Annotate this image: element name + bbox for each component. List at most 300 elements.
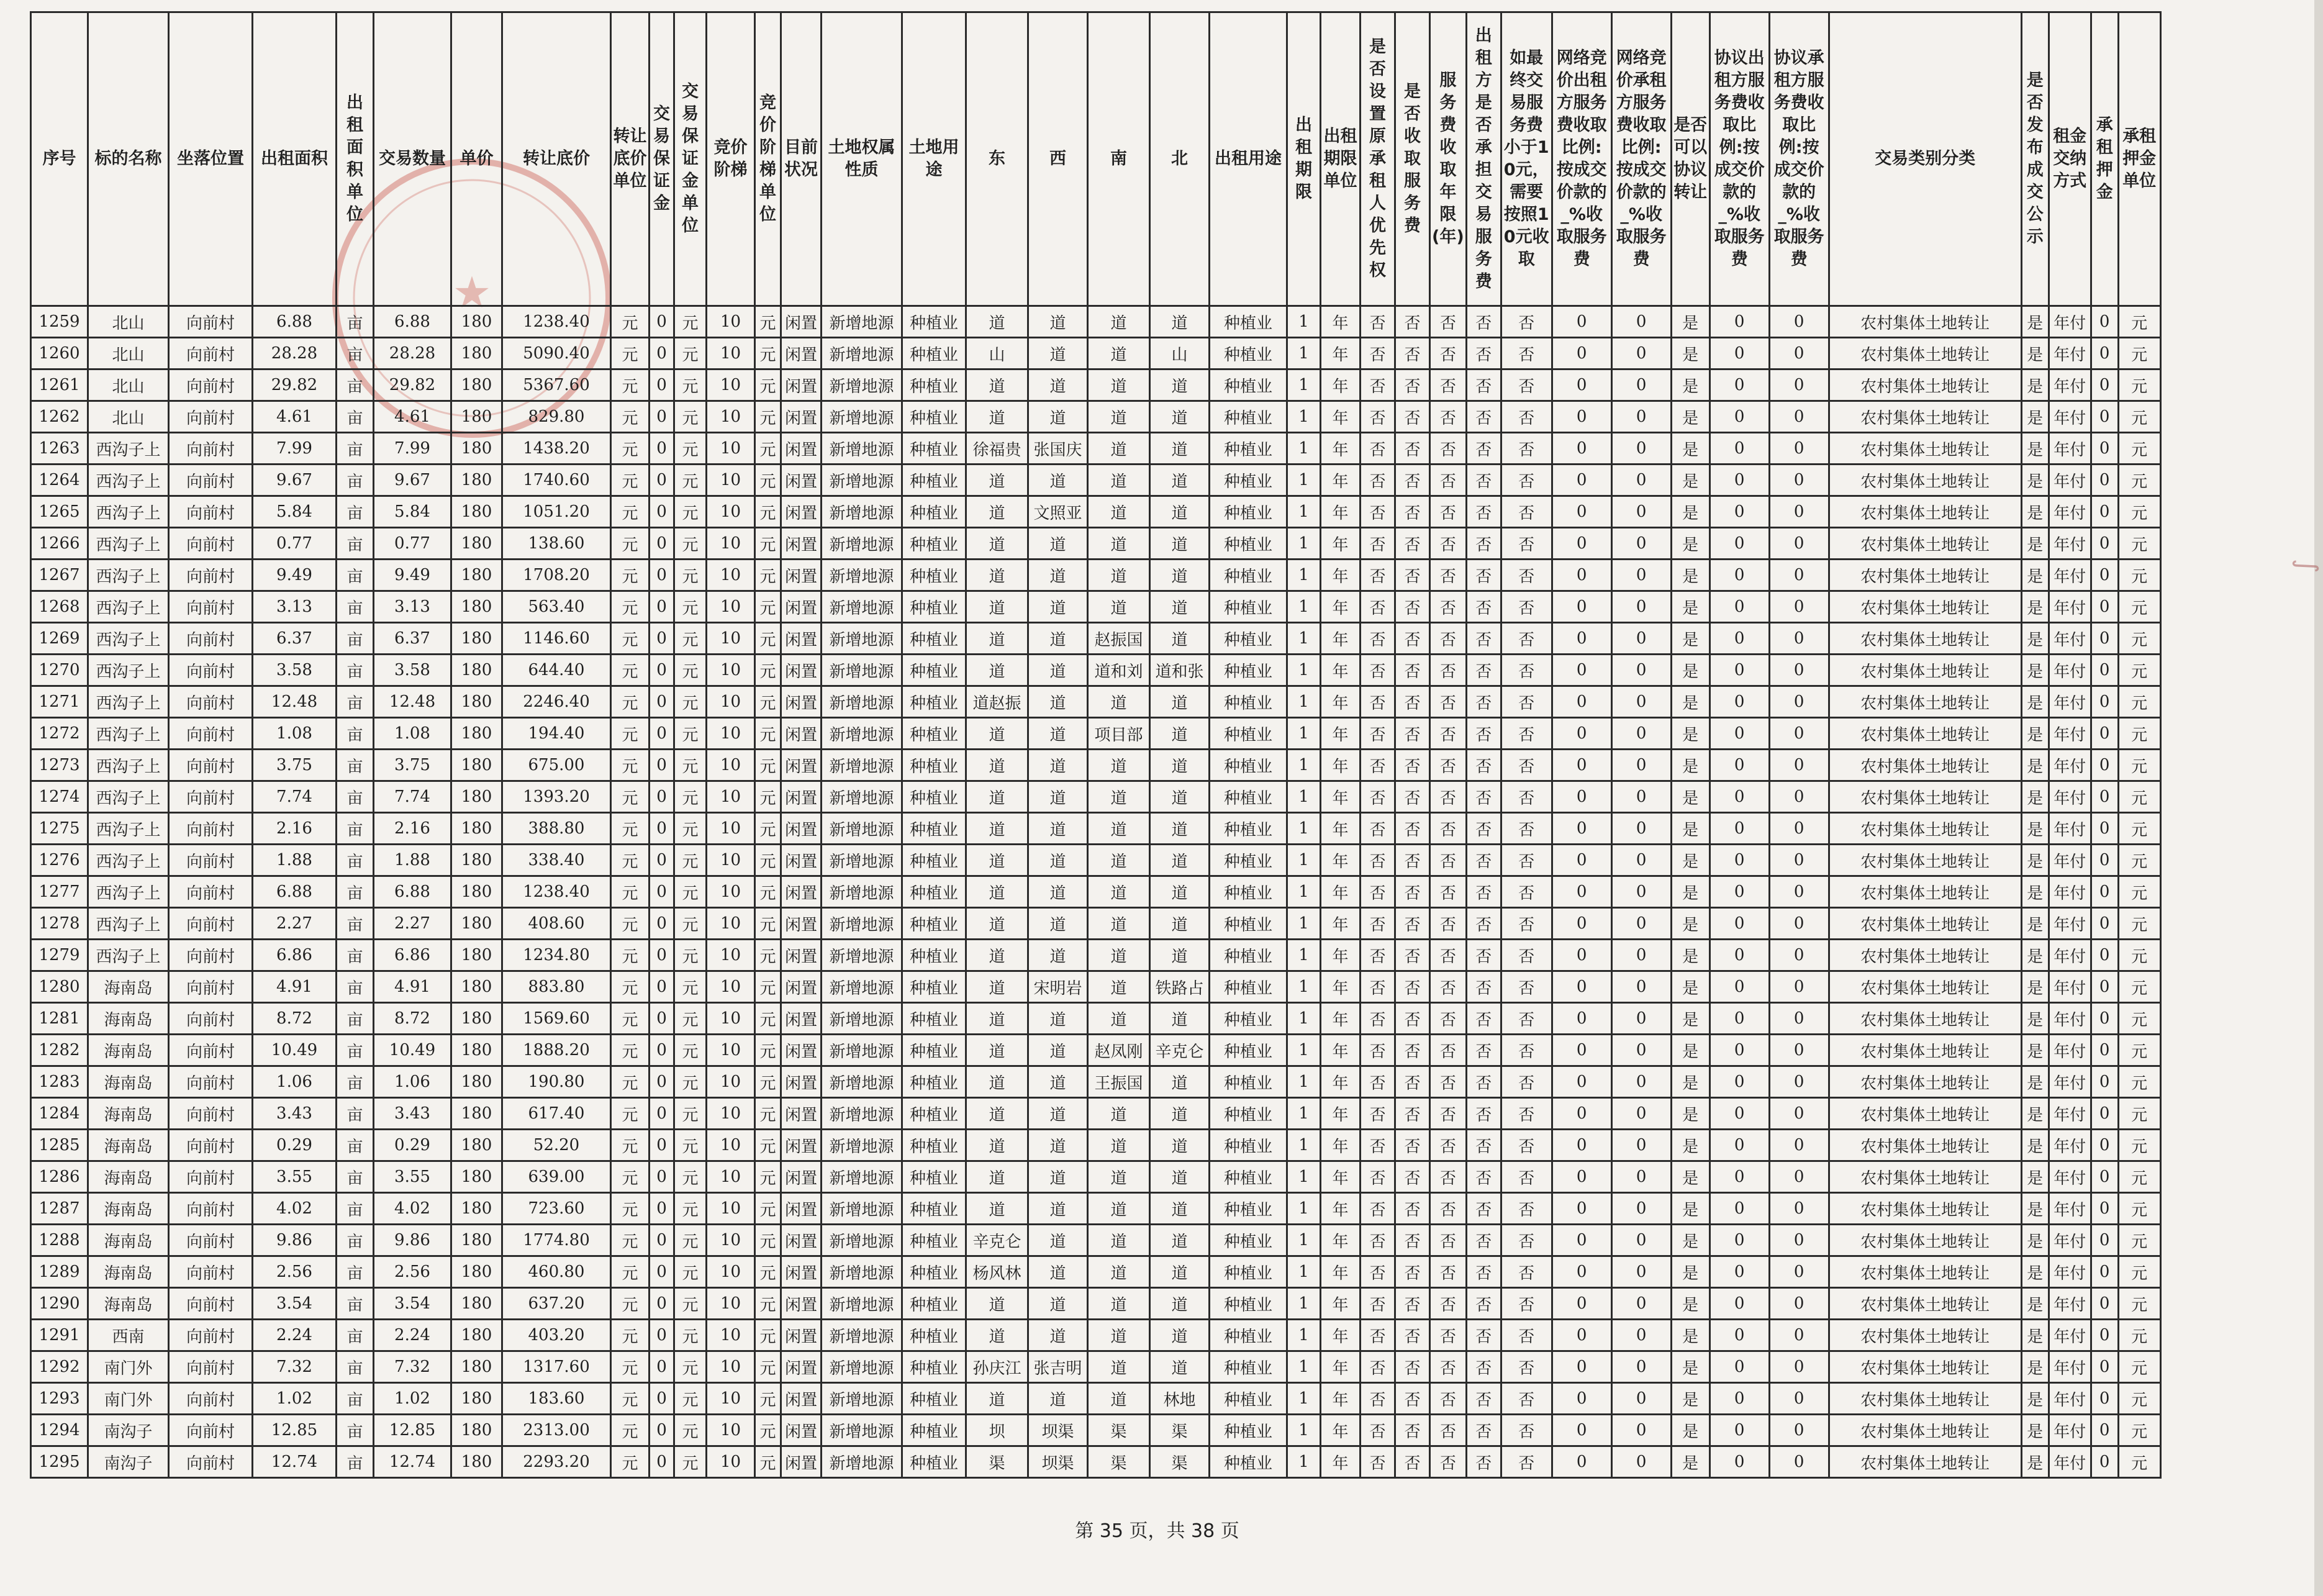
table-cell: 0 [2091,1035,2118,1066]
table-cell: 闲置 [781,940,822,971]
table-cell: 否 [1395,1415,1430,1446]
column-header: 出租用途 [1210,12,1287,306]
table-cell: 道赵振 [966,686,1028,718]
table-cell: 否 [1501,813,1552,845]
table-cell: 0 [1611,845,1671,876]
table-cell: 5090.40 [502,338,611,370]
table-cell: 元 [674,1098,707,1130]
table-cell: 闲置 [781,401,822,433]
table-row [31,496,2161,528]
table-cell: 0 [650,496,674,528]
table-cell: 是 [2021,370,2049,401]
table-cell: 否 [1430,1066,1467,1098]
table-cell: 0 [1709,306,1769,338]
table-cell: 农村集体土地转让 [1829,1098,2021,1130]
table-cell: 否 [1361,718,1395,750]
table-cell: 10 [707,591,755,623]
table-cell: 道 [1150,1225,1210,1256]
table-cell: 9.86 [374,1225,451,1256]
table-cell: 0 [650,433,674,465]
table-cell: 西南 [88,1320,169,1351]
table-cell: 0 [2091,845,2118,876]
table-cell: 向前村 [169,1351,253,1383]
table-cell: 3.58 [374,655,451,686]
table-cell: 道 [1150,781,1210,813]
table-row [31,528,2161,560]
table-cell: 元 [674,1320,707,1351]
table-cell: 1277 [31,876,88,908]
table-cell: 种植业 [902,338,966,370]
table-cell: 种植业 [1210,781,1287,813]
table-cell: 是 [2021,1383,2049,1415]
table-cell: 元 [674,1383,707,1415]
table-cell: 元 [611,496,650,528]
table-cell: 道 [1088,1130,1150,1161]
table-cell: 6.86 [374,940,451,971]
table-cell: 0 [1611,940,1671,971]
table-cell: 0 [1552,1288,1611,1320]
table-cell: 否 [1395,750,1430,781]
table-cell: 0 [2091,1003,2118,1035]
table-cell: 元 [2118,1383,2160,1415]
table-cell: 闲置 [781,655,822,686]
table-row [31,845,2161,876]
table-cell: 道 [1028,1225,1088,1256]
table-cell: 孙庆江 [966,1351,1028,1383]
table-cell: 6.37 [253,623,337,655]
table-cell: 是 [1671,1035,1709,1066]
table-cell: 3.55 [374,1161,451,1193]
table-cell: 7.32 [253,1351,337,1383]
table-cell: 0 [1611,496,1671,528]
table-cell: 0 [1769,370,1829,401]
table-cell: 0 [2091,1066,2118,1098]
table-cell: 10.49 [374,1035,451,1066]
table-cell: 新增地源 [822,1256,902,1288]
table-cell: 年 [1321,1446,1361,1478]
table-cell: 否 [1466,686,1501,718]
table-cell: 元 [755,623,781,655]
table-cell: 渠 [1150,1415,1210,1446]
column-header: 如最终交易服务费小于10元，需要按照10元收取 [1501,12,1552,306]
table-cell: 883.80 [502,971,611,1003]
table-cell: 元 [674,1130,707,1161]
table-cell: 0 [1552,591,1611,623]
table-cell: 0 [650,1288,674,1320]
table-cell: 0 [2091,528,2118,560]
table-cell: 元 [2118,845,2160,876]
table-cell: 道 [1028,940,1088,971]
table-cell: 道 [1150,908,1210,940]
table-cell: 0 [1552,781,1611,813]
table-cell: 是 [1671,750,1709,781]
table-cell: 否 [1501,845,1552,876]
table-cell: 723.60 [502,1193,611,1225]
table-cell: 向前村 [169,433,253,465]
table-cell: 元 [755,845,781,876]
column-header: 服务费收取年限(年) [1430,12,1467,306]
table-cell: 10 [707,686,755,718]
table-cell: 否 [1501,1415,1552,1446]
table-cell: 种植业 [902,781,966,813]
table-cell: 是 [2021,1193,2049,1225]
table-cell: 是 [2021,1415,2049,1446]
table-cell: 种植业 [902,528,966,560]
table-cell: 10 [707,1415,755,1446]
table-cell: 10 [707,306,755,338]
table-cell: 新增地源 [822,1098,902,1130]
table-cell: 元 [755,1003,781,1035]
table-cell: 否 [1395,623,1430,655]
table-cell: 否 [1361,876,1395,908]
table-cell: 0 [1769,306,1829,338]
table-cell: 闲置 [781,781,822,813]
table-cell: 9.67 [374,465,451,496]
table-cell: 1263 [31,433,88,465]
table-cell: 亩 [337,908,374,940]
table-cell: 闲置 [781,306,822,338]
table-cell: 1271 [31,686,88,718]
table-row [31,876,2161,908]
table-cell: 元 [2118,1351,2160,1383]
table-cell: 道 [1028,560,1088,591]
table-cell: 3.13 [253,591,337,623]
table-cell: 农村集体土地转让 [1829,655,2021,686]
table-cell: 否 [1361,528,1395,560]
table-cell: 否 [1361,623,1395,655]
table-cell: 道 [966,845,1028,876]
table-cell: 1260 [31,338,88,370]
table-cell: 道 [1150,1066,1210,1098]
table-cell: 否 [1430,1320,1467,1351]
table-cell: 是 [1671,718,1709,750]
table-cell: 180 [451,1161,502,1193]
table-cell: 10 [707,1383,755,1415]
table-cell: 元 [755,591,781,623]
table-cell: 辛克仑 [1150,1035,1210,1066]
table-cell: 元 [611,306,650,338]
table-cell: 年 [1321,1288,1361,1320]
table-cell: 0 [1552,686,1611,718]
table-cell: 元 [2118,1161,2160,1193]
table-cell: 否 [1395,560,1430,591]
table-cell: 向前村 [169,845,253,876]
table-cell: 元 [755,1446,781,1478]
table-cell: 新增地源 [822,1066,902,1098]
table-cell: 元 [755,1288,781,1320]
table-cell: 否 [1395,528,1430,560]
table-cell: 种植业 [902,1383,966,1415]
table-row [31,1066,2161,1098]
table-cell: 0 [1769,1320,1829,1351]
table-cell: 亩 [337,1003,374,1035]
table-cell: 闲置 [781,876,822,908]
table-cell: 1294 [31,1415,88,1446]
table-cell: 西沟子上 [88,591,169,623]
table-cell: 元 [674,496,707,528]
table-cell: 西沟子上 [88,433,169,465]
table-cell: 否 [1466,401,1501,433]
table-cell: 否 [1361,338,1395,370]
table-cell: 年 [1321,1256,1361,1288]
table-cell: 是 [2021,940,2049,971]
table-cell: 0 [1769,1130,1829,1161]
table-cell: 元 [674,655,707,686]
table-cell: 0 [650,813,674,845]
table-cell: 年付 [2049,1351,2091,1383]
table-cell: 1 [1287,1415,1321,1446]
table-cell: 北山 [88,401,169,433]
table-cell: 否 [1466,1288,1501,1320]
table-cell: 向前村 [169,1256,253,1288]
table-cell: 0.29 [374,1130,451,1161]
table-cell: 亩 [337,401,374,433]
table-cell: 0 [650,1066,674,1098]
table-cell: 年付 [2049,781,2091,813]
table-cell: 亩 [337,1256,374,1288]
table-cell: 否 [1501,1130,1552,1161]
table-cell: 0 [1611,813,1671,845]
table-cell: 1279 [31,940,88,971]
table-cell: 元 [611,433,650,465]
table-cell: 1 [1287,876,1321,908]
table-cell: 年 [1321,750,1361,781]
table-cell: 否 [1430,845,1467,876]
table-cell: 否 [1466,465,1501,496]
table-cell: 0 [1709,750,1769,781]
table-cell: 否 [1361,401,1395,433]
table-cell: 元 [2118,1225,2160,1256]
table-cell: 年 [1321,370,1361,401]
table-cell: 新增地源 [822,1035,902,1066]
table-cell: 否 [1395,813,1430,845]
table-cell: 元 [674,908,707,940]
table-cell: 种植业 [1210,1256,1287,1288]
table-cell: 0 [1769,1035,1829,1066]
table-cell: 道 [966,876,1028,908]
table-cell: 180 [451,971,502,1003]
table-cell: 否 [1430,306,1467,338]
table-cell: 海南岛 [88,1130,169,1161]
table-cell: 是 [2021,1320,2049,1351]
table-cell: 否 [1430,370,1467,401]
table-cell: 道 [1150,1003,1210,1035]
table-cell: 0 [1611,1288,1671,1320]
table-cell: 元 [674,1193,707,1225]
table-cell: 否 [1361,1320,1395,1351]
table-cell: 1740.60 [502,465,611,496]
table-cell: 元 [611,750,650,781]
table-cell: 种植业 [1210,623,1287,655]
table-cell: 种植业 [902,1351,966,1383]
table-cell: 否 [1466,1130,1501,1161]
table-cell: 29.82 [374,370,451,401]
table-cell: 否 [1395,465,1430,496]
table-cell: 0 [1709,1415,1769,1446]
table-cell: 否 [1361,1351,1395,1383]
table-cell: 0 [1709,1130,1769,1161]
table-cell: 2313.00 [502,1415,611,1446]
table-cell: 183.60 [502,1383,611,1415]
table-cell: 3.75 [253,750,337,781]
table-cell: 否 [1361,1130,1395,1161]
table-cell: 元 [755,686,781,718]
table-cell: 否 [1395,1320,1430,1351]
table-cell: 年付 [2049,1161,2091,1193]
table-cell: 0 [650,1003,674,1035]
table-cell: 元 [674,1161,707,1193]
table-cell: 新增地源 [822,750,902,781]
column-header: 是否可以协议转让 [1671,12,1709,306]
table-cell: 0 [650,465,674,496]
table-cell: 道 [1028,1003,1088,1035]
table-cell: 10 [707,971,755,1003]
table-cell: 道 [1028,1193,1088,1225]
table-cell: 1289 [31,1256,88,1288]
table-cell: 向前村 [169,940,253,971]
table-cell: 年付 [2049,591,2091,623]
table-cell: 道 [1150,306,1210,338]
table-cell: 道 [1150,940,1210,971]
table-cell: 铁路占 [1150,971,1210,1003]
table-cell: 道 [1028,750,1088,781]
table-cell: 0 [1769,1256,1829,1288]
table-cell: 1293 [31,1383,88,1415]
table-cell: 道 [966,623,1028,655]
column-header: 北 [1150,12,1210,306]
table-cell: 道 [966,813,1028,845]
table-cell: 180 [451,940,502,971]
table-cell: 道 [1088,1383,1150,1415]
table-cell: 否 [1430,718,1467,750]
table-cell: 0 [2091,1161,2118,1193]
table-cell: 否 [1501,718,1552,750]
table-cell: 1 [1287,1098,1321,1130]
table-cell: 10 [707,401,755,433]
table-cell: 0 [1611,1415,1671,1446]
table-cell: 0 [650,1383,674,1415]
table-cell: 新增地源 [822,940,902,971]
table-cell: 新增地源 [822,686,902,718]
table-cell: 否 [1430,750,1467,781]
table-cell: 种植业 [1210,370,1287,401]
table-cell: 1 [1287,718,1321,750]
table-cell: 新增地源 [822,496,902,528]
table-cell: 否 [1466,1098,1501,1130]
table-cell: 坝 [966,1415,1028,1446]
table-cell: 10 [707,750,755,781]
table-cell: 种植业 [902,940,966,971]
table-cell: 元 [611,940,650,971]
table-cell: 12.85 [374,1415,451,1446]
table-cell: 否 [1361,1446,1395,1478]
table-cell: 0 [1769,908,1829,940]
table-cell: 元 [674,1351,707,1383]
table-cell: 否 [1430,1193,1467,1225]
table-cell: 是 [1671,1256,1709,1288]
table-cell: 种植业 [902,1003,966,1035]
table-cell: 年 [1321,401,1361,433]
table-cell: 否 [1361,433,1395,465]
table-cell: 种植业 [902,1446,966,1478]
table-cell: 180 [451,750,502,781]
table-cell: 亩 [337,1383,374,1415]
table-cell: 是 [1671,908,1709,940]
table-cell: 0 [1709,908,1769,940]
table-cell: 1774.80 [502,1225,611,1256]
table-cell: 否 [1430,1161,1467,1193]
table-cell: 4.02 [253,1193,337,1225]
table-cell: 0 [1611,1446,1671,1478]
table-cell: 亩 [337,338,374,370]
table-cell: 否 [1430,876,1467,908]
table-cell: 元 [755,560,781,591]
column-header: 出租面积单位 [337,12,374,306]
table-cell: 0 [2091,813,2118,845]
table-cell: 海南岛 [88,1225,169,1256]
table-cell: 年 [1321,718,1361,750]
table-cell: 种植业 [1210,1225,1287,1256]
table-cell: 元 [2118,1130,2160,1161]
table-cell: 28.28 [253,338,337,370]
table-cell: 是 [2021,306,2049,338]
table-cell: 0 [2091,306,2118,338]
table-cell: 否 [1395,496,1430,528]
table-cell: 赵凤刚 [1088,1035,1150,1066]
table-cell: 种植业 [1210,655,1287,686]
table-cell: 道 [1088,1351,1150,1383]
column-header: 西 [1028,12,1088,306]
table-cell: 1 [1287,1288,1321,1320]
table-cell: 元 [2118,465,2160,496]
table-cell: 种植业 [902,1320,966,1351]
table-cell: 元 [674,338,707,370]
column-header: 是否收取服务费 [1395,12,1430,306]
table-cell: 1438.20 [502,433,611,465]
table-cell: 闲置 [781,370,822,401]
table-cell: 否 [1501,1383,1552,1415]
table-cell: 0 [1709,1351,1769,1383]
table-cell: 0 [1611,1035,1671,1066]
table-cell: 0 [1769,1288,1829,1320]
table-cell: 是 [1671,971,1709,1003]
table-cell: 闲置 [781,1003,822,1035]
table-cell: 道 [1088,1098,1150,1130]
table-cell: 1273 [31,750,88,781]
table-cell: 2.27 [253,908,337,940]
table-cell: 否 [1466,1415,1501,1446]
table-row [31,1288,2161,1320]
table-cell: 0 [2091,1193,2118,1225]
table-cell: 0 [2091,1130,2118,1161]
table-cell: 否 [1466,845,1501,876]
table-cell: 2.56 [253,1256,337,1288]
table-cell: 亩 [337,1320,374,1351]
table-cell: 新增地源 [822,306,902,338]
table-cell: 0 [2091,496,2118,528]
table-cell: 1285 [31,1130,88,1161]
table-cell: 3.54 [253,1288,337,1320]
table-cell: 亩 [337,1415,374,1446]
table-cell: 否 [1361,686,1395,718]
table-row [31,401,2161,433]
table-cell: 否 [1430,1383,1467,1415]
column-header: 转让底价单位 [611,12,650,306]
table-row [31,686,2161,718]
table-cell: 1288 [31,1225,88,1256]
table-cell: 道 [1088,306,1150,338]
table-cell: 0 [650,591,674,623]
